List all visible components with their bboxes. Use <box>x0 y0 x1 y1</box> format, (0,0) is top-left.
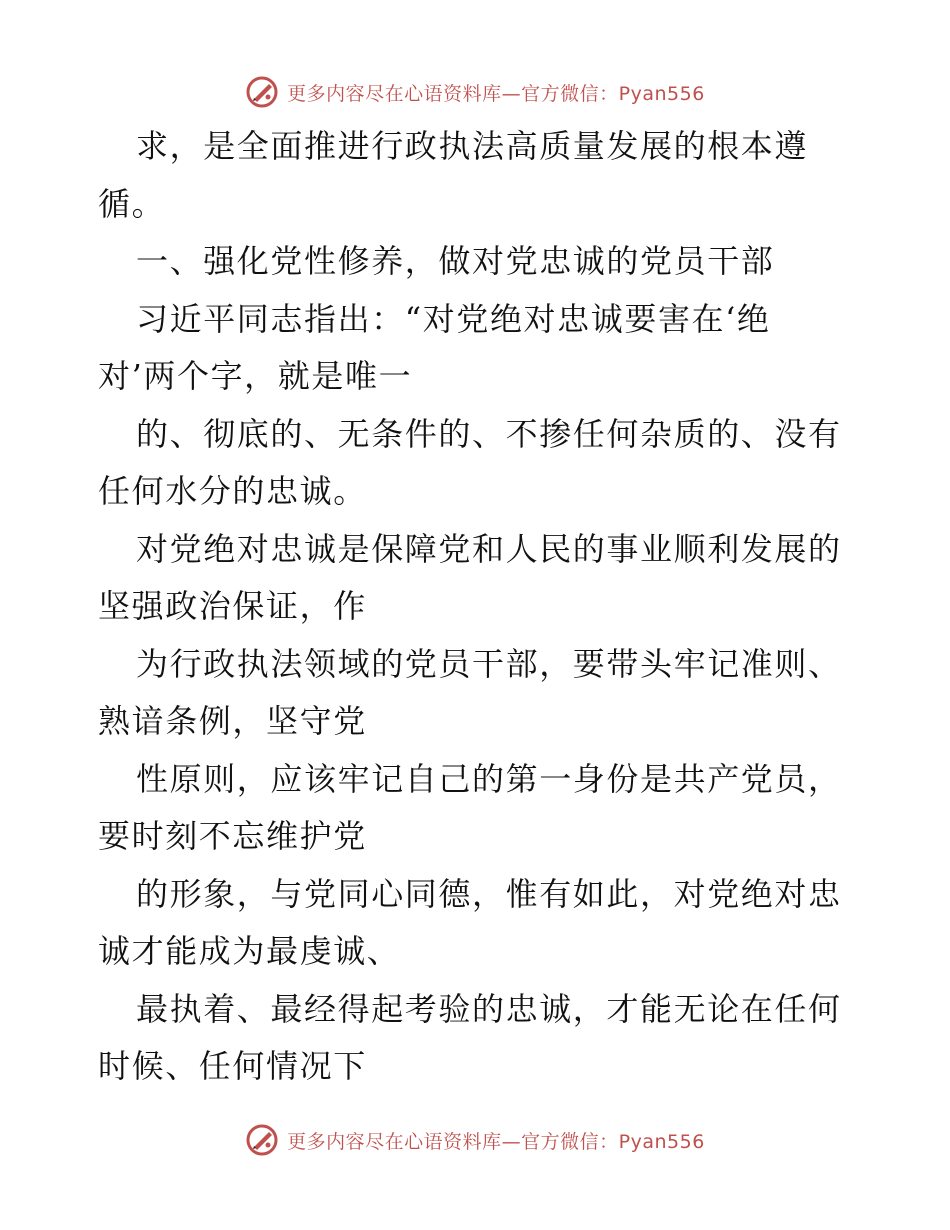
paragraph-line: 最执着、最经得起考验的忠诚，才能无论在任何 <box>136 989 842 1028</box>
paragraph-line: 求，是全面推进行政执法高质量发展的根本遵 <box>136 127 809 165</box>
footer-banner <box>0 1120 950 1160</box>
paragraph-line: 坚强政治保证，作 <box>98 587 367 625</box>
paragraph-line: 性原则，应该牢记自己的第一身份是共产党员， <box>136 759 842 798</box>
document-body <box>98 118 858 1096</box>
paragraph-line: 循。 <box>98 184 166 223</box>
footer-banner-text: 更多内容尽在心语资料库—官方微信：Pyan556 <box>287 1130 705 1153</box>
header-banner-text: 更多内容尽在心语资料库—官方微信：Pyan556 <box>287 82 705 105</box>
paragraph-line: 熟谙条例，坚守党 <box>98 702 367 740</box>
paragraph-line: 的、彻底的、无条件的、不掺任何杂质的、没有 <box>136 414 842 453</box>
paragraph-line: 习近平同志指出：“对党绝对忠诚要害在‘绝 <box>136 299 771 338</box>
brush-seal-icon <box>245 75 279 109</box>
paragraph-line: 要时刻不忘维护党 <box>98 817 367 855</box>
paragraph-line: 诚才能成为最虔诚、 <box>98 932 401 970</box>
paragraph-line: 时候、任何情况下 <box>98 1047 367 1085</box>
paragraph-line: 的形象，与党同心同德，惟有如此，对党绝对忠 <box>136 874 842 913</box>
brush-seal-icon <box>245 1123 279 1157</box>
paragraph-line: 为行政执法领域的党员干部，要带头牢记准则、 <box>136 644 842 683</box>
paragraph-line: 任何水分的忠诚。 <box>98 472 367 510</box>
header-banner <box>0 72 950 112</box>
paragraph-line: 一、强化党性修养，做对党忠诚的党员干部 <box>136 242 775 280</box>
paragraph-line: 对党绝对忠诚是保障党和人民的事业顺利发展的 <box>136 529 842 568</box>
paragraph-line: 对’两个字，就是唯一 <box>98 357 413 395</box>
